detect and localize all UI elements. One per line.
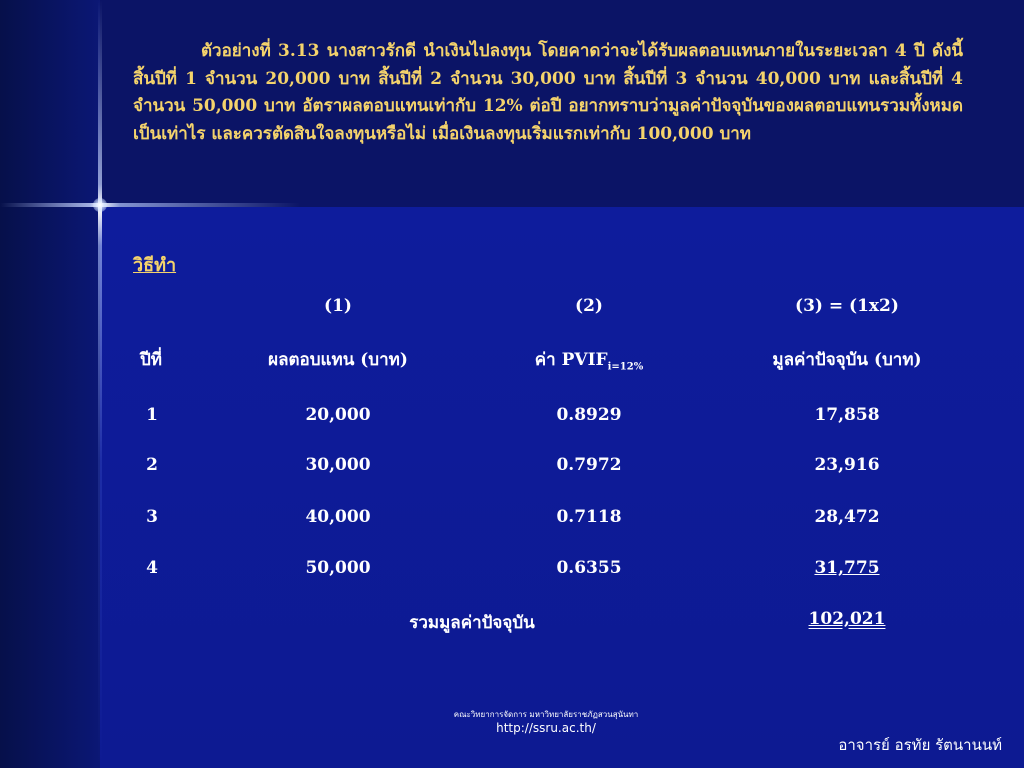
left-decorative-band bbox=[0, 0, 100, 768]
table-row-2-pv: 23,916 bbox=[814, 455, 880, 475]
header-returns: ผลตอบแทน (บาท) bbox=[268, 350, 408, 370]
table-row-3-year: 3 bbox=[146, 507, 158, 527]
table-row-3-pv: 28,472 bbox=[814, 507, 880, 527]
header-present-value: มูลค่าปัจจุบัน (บาท) bbox=[772, 350, 922, 370]
table-row-2-pvif: 0.7972 bbox=[556, 455, 622, 475]
light-flare-horizontal bbox=[0, 203, 300, 207]
table-row-2-year: 2 bbox=[146, 455, 158, 475]
table-row-2-returns: 30,000 bbox=[305, 455, 371, 475]
col-number-3: (3) = (1x2) bbox=[795, 296, 899, 316]
method-label: วิธีทำ bbox=[133, 255, 177, 276]
footer-institution: คณะวิทยาการจัดการ มหาวิทยาลัยราชภัฏสวนสุนันทา bbox=[453, 710, 639, 719]
total-value: 102,021 bbox=[808, 609, 886, 629]
table-row-3-pvif: 0.7118 bbox=[556, 507, 622, 527]
header-pvif bbox=[535, 346, 643, 373]
header-pvif-rate: i=12% bbox=[607, 361, 644, 373]
table-row-3-returns: 40,000 bbox=[305, 507, 371, 527]
table-row-4-returns: 50,000 bbox=[305, 558, 371, 578]
col-number-1: (1) bbox=[324, 296, 352, 316]
light-flare-vertical bbox=[98, 0, 102, 768]
header-pvif-label: ค่า PVIF bbox=[534, 350, 608, 370]
footer-url: http://ssru.ac.th/ bbox=[496, 721, 596, 735]
content-area bbox=[100, 207, 1024, 768]
problem-statement: ตัวอย่างที่ 3.13 นางสาวรักดี นำเงินไปลงทุน โดยคาดว่าจะได้รับผลตอบแทนภายในระยะเวลา 4 ปี ดังนี้ สิ้นปีที่ 1 จำนวน 20,000 บาท สิ้นปีที่ 2 จำนวน 30,000 บาท สิ้นปีที่ 3 จำนวน 40,000 บาท และสิ้นปีที่ 4 จำนวน 50,000 บาท อัตราผลตอบแทนเท่ากับ 12% ต่อปี อยากทราบว่ามูลค่าปัจจุบันของผลตอบแทนรวมทั้งหมดเป็นเท่าไร และควรตัดสินใจลงทุนหรือไม่ เมื่อเงินลงทุนเริ่มแรกเท่ากับ 100,000 บาท bbox=[133, 41, 963, 144]
table-row-4-year: 4 bbox=[146, 558, 158, 578]
light-flare-center bbox=[93, 198, 107, 212]
table-row-1-year: 1 bbox=[146, 405, 158, 425]
total-label: รวมมูลค่าปัจจุบัน bbox=[409, 613, 535, 633]
table-row-1-pv: 17,858 bbox=[814, 405, 880, 425]
table-row-1-pvif: 0.8929 bbox=[556, 405, 622, 425]
footer-author: อาจารย์ อรทัย รัตนานนท์ bbox=[838, 736, 1002, 754]
header-year: ปีที่ bbox=[140, 350, 162, 370]
table-row-1-returns: 20,000 bbox=[305, 405, 371, 425]
table-row-4-pv: 31,775 bbox=[814, 558, 880, 578]
table-row-4-pvif: 0.6355 bbox=[556, 558, 622, 578]
col-number-2: (2) bbox=[575, 296, 603, 316]
